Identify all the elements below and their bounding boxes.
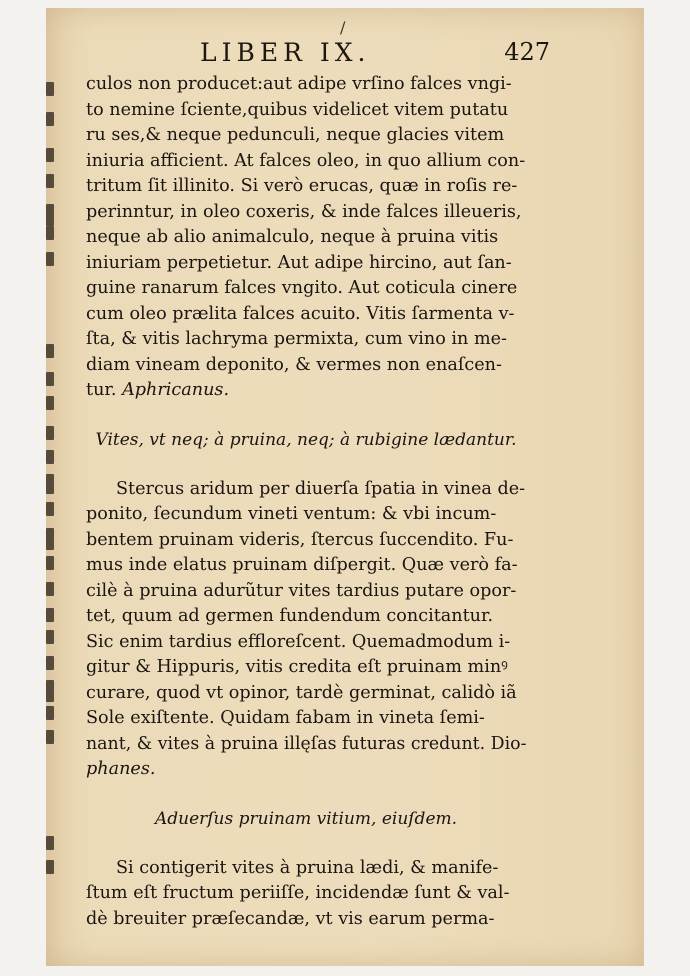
line-prefix: tur.	[86, 380, 117, 400]
text-line: ru ses,& neque pedunculi, neque glacies vitem	[86, 125, 505, 145]
text-line: tritum ſit illinito. Si verò erucas, quæ in roſis re-	[86, 176, 518, 196]
text-line: culos non producet:aut adipe vrſino falces vngi-	[86, 74, 512, 94]
page-title: LIBER IX.	[200, 38, 371, 67]
text-line: ſtum eſt fructum periiſſe, incidendæ ſunt & val-	[86, 883, 510, 903]
text-line: mus inde elatus pruinam diſpergit. Quæ verò fa-	[86, 555, 518, 575]
paragraph-3	[86, 856, 526, 933]
text-line: Si contigerit vites à pruina lædi, & manife-	[116, 857, 499, 878]
author-attribution: Aphricanus.	[122, 380, 230, 400]
text-line: tet, quum ad germen fundendum concitantur.	[86, 606, 494, 626]
text-line: cilè à pruina adurũtur vites tardius putare opor-	[86, 580, 517, 601]
text-line: diam vineam deponito, & vermes non enaſcen-	[86, 354, 502, 375]
text-line: ponito, ſecundum vineti ventum: & vbi incum-	[86, 504, 497, 524]
text-line: dè breuiter præſecandæ, vt vis earum perma-	[86, 908, 495, 929]
paragraph-1	[86, 72, 526, 404]
facing-page-edge	[46, 70, 60, 900]
text-line: Sic enim tardius efflorеſcent. Quemadmodum i-	[86, 631, 511, 652]
text-line: to nemine ſciente,quibus videlicet vitem putatu	[86, 99, 509, 120]
text-line-last	[86, 378, 526, 404]
running-header	[200, 38, 550, 68]
paragraph-2	[86, 477, 526, 783]
text-line: bentem pruinam videris, ſtercus ſuccendito. Fu-	[86, 529, 514, 550]
text-line: Stercus aridum per diuerſa ſpatia in vinea de-	[116, 478, 526, 499]
text-line: cum oleo prælita falces acuito. Vitis ſarmenta v-	[86, 303, 515, 324]
text-line: neque ab alio animalculo, neque à pruina vitis	[86, 227, 499, 247]
text-line: iniuriam perpetietur. Aut adipe hircino, aut ſan-	[86, 252, 512, 273]
text-line: gitur & Hippuris, vitis credita eſt pruinam minꝰ	[86, 657, 508, 677]
text-line: Sole exiſtente. Quidam fabam in vineta ſemi-	[86, 708, 485, 728]
page-number: 427	[504, 38, 550, 66]
text-line: guine ranarum falces vngito. Aut coticula cinere	[86, 278, 518, 298]
text-line: nant, & vites à pruina illęſas futuras credunt. Dio-	[86, 733, 527, 754]
text-line: ſta, & vitis lachryma permixta, cum vino in me-	[86, 329, 508, 349]
section-heading: Aduerſus pruinam vitium, eiuſdem.	[154, 808, 458, 829]
text-line: curare, quod vt opinor, tardè germinat, calidò iã	[86, 682, 517, 703]
section-heading: Vites, vt neq; à pruina, neq; à rubigine lædantur.	[95, 429, 517, 450]
page-body	[86, 72, 526, 932]
text-line: iniuria afficient. At falces oleo, in quo allium con-	[86, 150, 526, 171]
ink-mark: /	[340, 18, 346, 37]
text-line: perinntur, in oleo coxeris, & inde falces illeueris,	[86, 201, 522, 222]
author-attribution: phanes.	[86, 759, 156, 779]
